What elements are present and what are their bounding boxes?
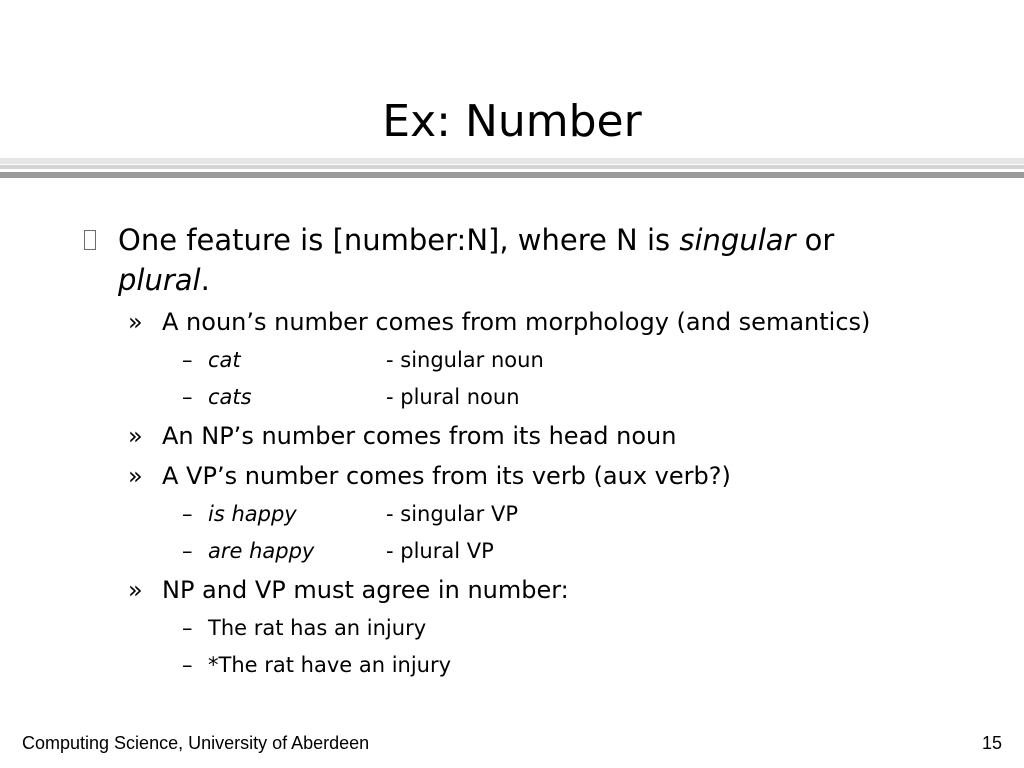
chevron-marker-icon: » — [128, 462, 143, 490]
title-divider-light — [0, 158, 1024, 164]
example-term: cats — [208, 385, 252, 409]
footer-institution: Computing Science, University of Aberdeen — [22, 733, 370, 753]
dash-marker-icon: – — [182, 653, 193, 677]
example-are-happy — [0, 533, 1024, 570]
example-cats — [0, 379, 1024, 416]
example-term: is happy — [208, 502, 297, 526]
title-divider-dark — [0, 172, 1024, 178]
example-is-happy — [0, 496, 1024, 533]
example-sentence: The rat has an injury — [208, 616, 427, 640]
dash-marker-icon: – — [182, 616, 193, 640]
slide-body — [0, 220, 1024, 684]
chevron-marker-icon: » — [128, 576, 143, 604]
example-description: - singular noun — [386, 348, 544, 372]
main-point-italic-singular: singular — [679, 223, 796, 257]
bullet-box-icon — [84, 230, 96, 250]
title-divider-mid — [0, 165, 1024, 169]
sub-point-noun-number — [0, 302, 1024, 342]
example-term: cat — [208, 348, 241, 372]
sub-point-agreement — [0, 570, 1024, 610]
example-term: are happy — [208, 539, 315, 563]
example-ungrammatical-sentence — [0, 647, 1024, 684]
slide-title: Ex: Number — [382, 96, 642, 147]
example-description: - plural noun — [386, 385, 520, 409]
dash-marker-icon: – — [182, 348, 193, 372]
dash-marker-icon: – — [182, 385, 193, 409]
chevron-marker-icon: » — [128, 422, 143, 450]
sub-point-text: A noun’s number comes from morphology (and semantics) — [162, 308, 871, 336]
example-grammatical-sentence — [0, 610, 1024, 647]
example-sentence: *The rat have an injury — [208, 653, 452, 677]
page-number: 15 — [981, 733, 1002, 753]
main-point-connector: or — [795, 223, 835, 257]
example-cat — [0, 342, 1024, 379]
sub-point-text: An NP’s number comes from its head noun — [162, 422, 677, 450]
example-description: - plural VP — [386, 539, 494, 563]
main-point-text: One feature is [number:N], where N is — [118, 223, 680, 257]
sub-point-np-number — [0, 416, 1024, 456]
dash-marker-icon: – — [182, 539, 193, 563]
sub-point-text: NP and VP must agree in number: — [162, 576, 569, 604]
sub-point-text: A VP’s number comes from its verb (aux verb?) — [162, 462, 731, 490]
main-point-italic-plural: plural — [118, 263, 201, 297]
main-point-end: . — [200, 263, 210, 297]
main-bullet-point — [0, 220, 918, 300]
example-description: - singular VP — [386, 502, 519, 526]
sub-point-vp-number — [0, 456, 1024, 496]
chevron-marker-icon: » — [128, 308, 143, 336]
dash-marker-icon: – — [182, 502, 193, 526]
